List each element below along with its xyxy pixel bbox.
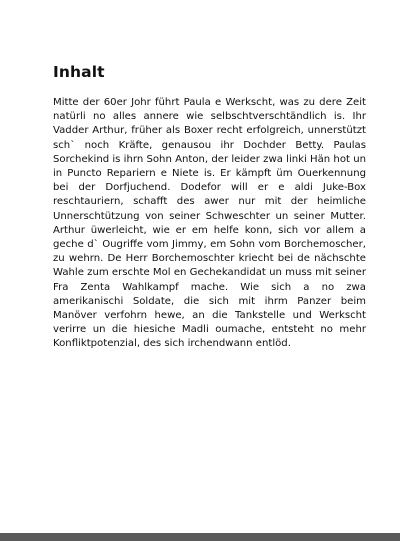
section-heading: Inhalt bbox=[53, 63, 105, 81]
bottom-bar bbox=[0, 533, 400, 541]
body-paragraph: Mitte der 60er Johr führt Paula e Werkscht, was zu dere Zeit natürli no alles annere wie selbschtverschtändlich is. Ihr Vadder Arthur, früher als Boxer recht erfolgreich, unnerstützt sch` noch Kräfte, genausou ihr Dochder Betty. Paulas Sorchekind is ihrn Sohn Anton, der leider zwa linki Hän hot un in Puncto Repariern e Niete is. Er kämpft üm Ouerkennung bei der Dorfjuchend. Dodefor will er e aldi Juke-Box reschtauriern, schafft des awer nur mit der heimliche Unnerschtützung von seiner Schweschter un seiner Mutter. Arthur üwerleicht, wie er em helfe konn, sich vor allem a geche d` Ougriffe vom Jimmy, em Sohn vom Borchemoscher, zu wehrn. De Herr Borchemoschter kriecht bei de nächschte Wahle zum erschte Mol en Gechekandidat un muss mit seiner Fra Zenta Wahlkampf mache. Wie sich a no zwa amerikanischi Soldate, die sich mit ihrm Panzer beim Manöver verfohrn hewe, an die Tankstelle und Werkscht verirre un die hiesiche Madli oumache, entsteht no mehr Konfliktpotenzial, des sich irchendwann entlöd. bbox=[53, 97, 366, 350]
